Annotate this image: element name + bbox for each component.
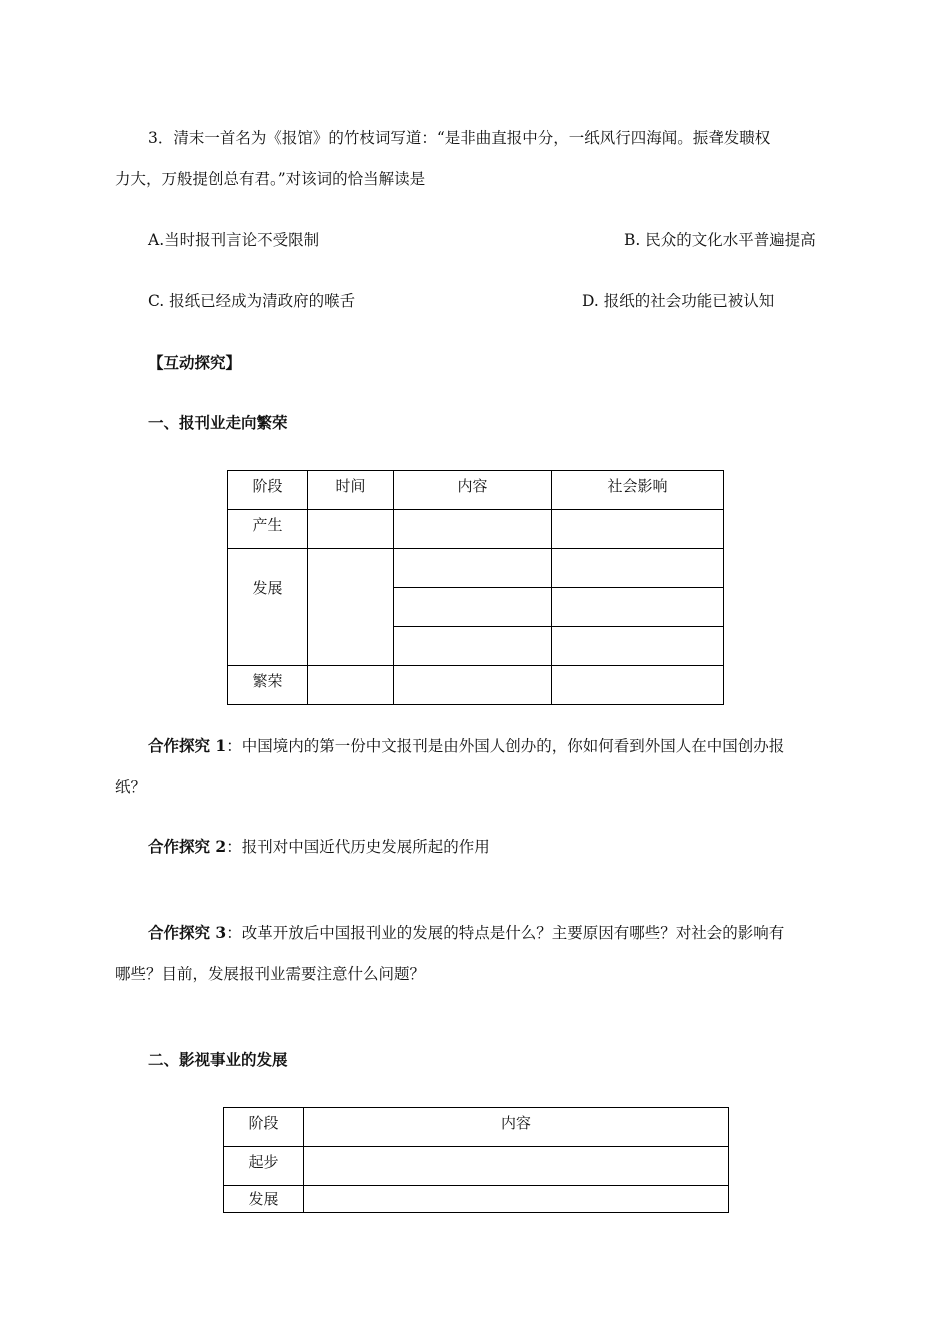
coop-2-label: 合作探究 2 xyxy=(148,837,227,856)
question-3-line-1: 3．清末一首名为《报馆》的竹枝词写道：“是非曲直报中分，一纸风行四海闻。振聋发聩权 xyxy=(148,129,771,147)
coop-2-line xyxy=(148,837,490,857)
table-row-label-start: 起步 xyxy=(224,1147,304,1186)
option-b: B. 民众的文化水平普遍提高 xyxy=(624,231,816,249)
question-3-line-2: 力大，万般提创总有君。”对该词的恰当解读是 xyxy=(115,170,426,188)
table-cell xyxy=(308,666,394,705)
option-a: A.当时报刊言论不受限制 xyxy=(148,231,320,249)
table-header-stage: 阶段 xyxy=(228,471,308,510)
coop-1-line-2: 纸？ xyxy=(115,778,147,796)
table-row-label-prosperity: 繁荣 xyxy=(228,666,308,705)
option-d: D. 报纸的社会功能已被认知 xyxy=(582,292,775,310)
coop-3-label: 合作探究 3 xyxy=(148,923,227,942)
table-row-label-origin: 产生 xyxy=(228,510,308,549)
table-cell xyxy=(308,510,394,549)
table-row-label-development: 发展 xyxy=(228,549,308,666)
coop-3-line-1 xyxy=(148,923,784,943)
table-header-content: 内容 xyxy=(394,471,552,510)
part-2-heading: 二、影视事业的发展 xyxy=(148,1050,288,1069)
table-cell xyxy=(304,1147,729,1186)
coop-1-label: 合作探究 1 xyxy=(148,736,227,755)
table-cell xyxy=(394,627,552,666)
coop-1-text: ：中国境内的第一份中文报刊是由外国人创办的，你如何看到外国人在中国创办报 xyxy=(226,737,785,755)
table-cell xyxy=(394,588,552,627)
coop-2-text: ：报刊对中国近代历史发展所起的作用 xyxy=(226,838,490,856)
table-header-stage: 阶段 xyxy=(224,1108,304,1147)
press-stages-table xyxy=(227,470,724,705)
table-cell xyxy=(552,588,724,627)
coop-3-line-2: 哪些？目前，发展报刊业需要注意什么问题？ xyxy=(115,965,426,983)
table-header-content: 内容 xyxy=(304,1108,729,1147)
coop-1-line-1 xyxy=(148,736,784,756)
part-1-heading: 一、报刊业走向繁荣 xyxy=(148,413,288,432)
table-cell xyxy=(394,666,552,705)
coop-3-text: ：改革开放后中国报刊业的发展的特点是什么？主要原因有哪些？对社会的影响有 xyxy=(226,924,785,942)
table-header-time: 时间 xyxy=(308,471,394,510)
film-tv-stages-table xyxy=(223,1107,729,1213)
table-header-impact: 社会影响 xyxy=(552,471,724,510)
table-cell xyxy=(394,510,552,549)
table-cell xyxy=(304,1186,729,1213)
section-title: 【互动探究】 xyxy=(148,353,242,372)
table-cell xyxy=(552,549,724,588)
table-row-label-development: 发展 xyxy=(224,1186,304,1213)
table-cell xyxy=(552,627,724,666)
table-cell xyxy=(552,666,724,705)
table-cell xyxy=(308,549,394,666)
table-cell xyxy=(394,549,552,588)
table-cell xyxy=(552,510,724,549)
option-c: C. 报纸已经成为清政府的喉舌 xyxy=(148,292,356,310)
